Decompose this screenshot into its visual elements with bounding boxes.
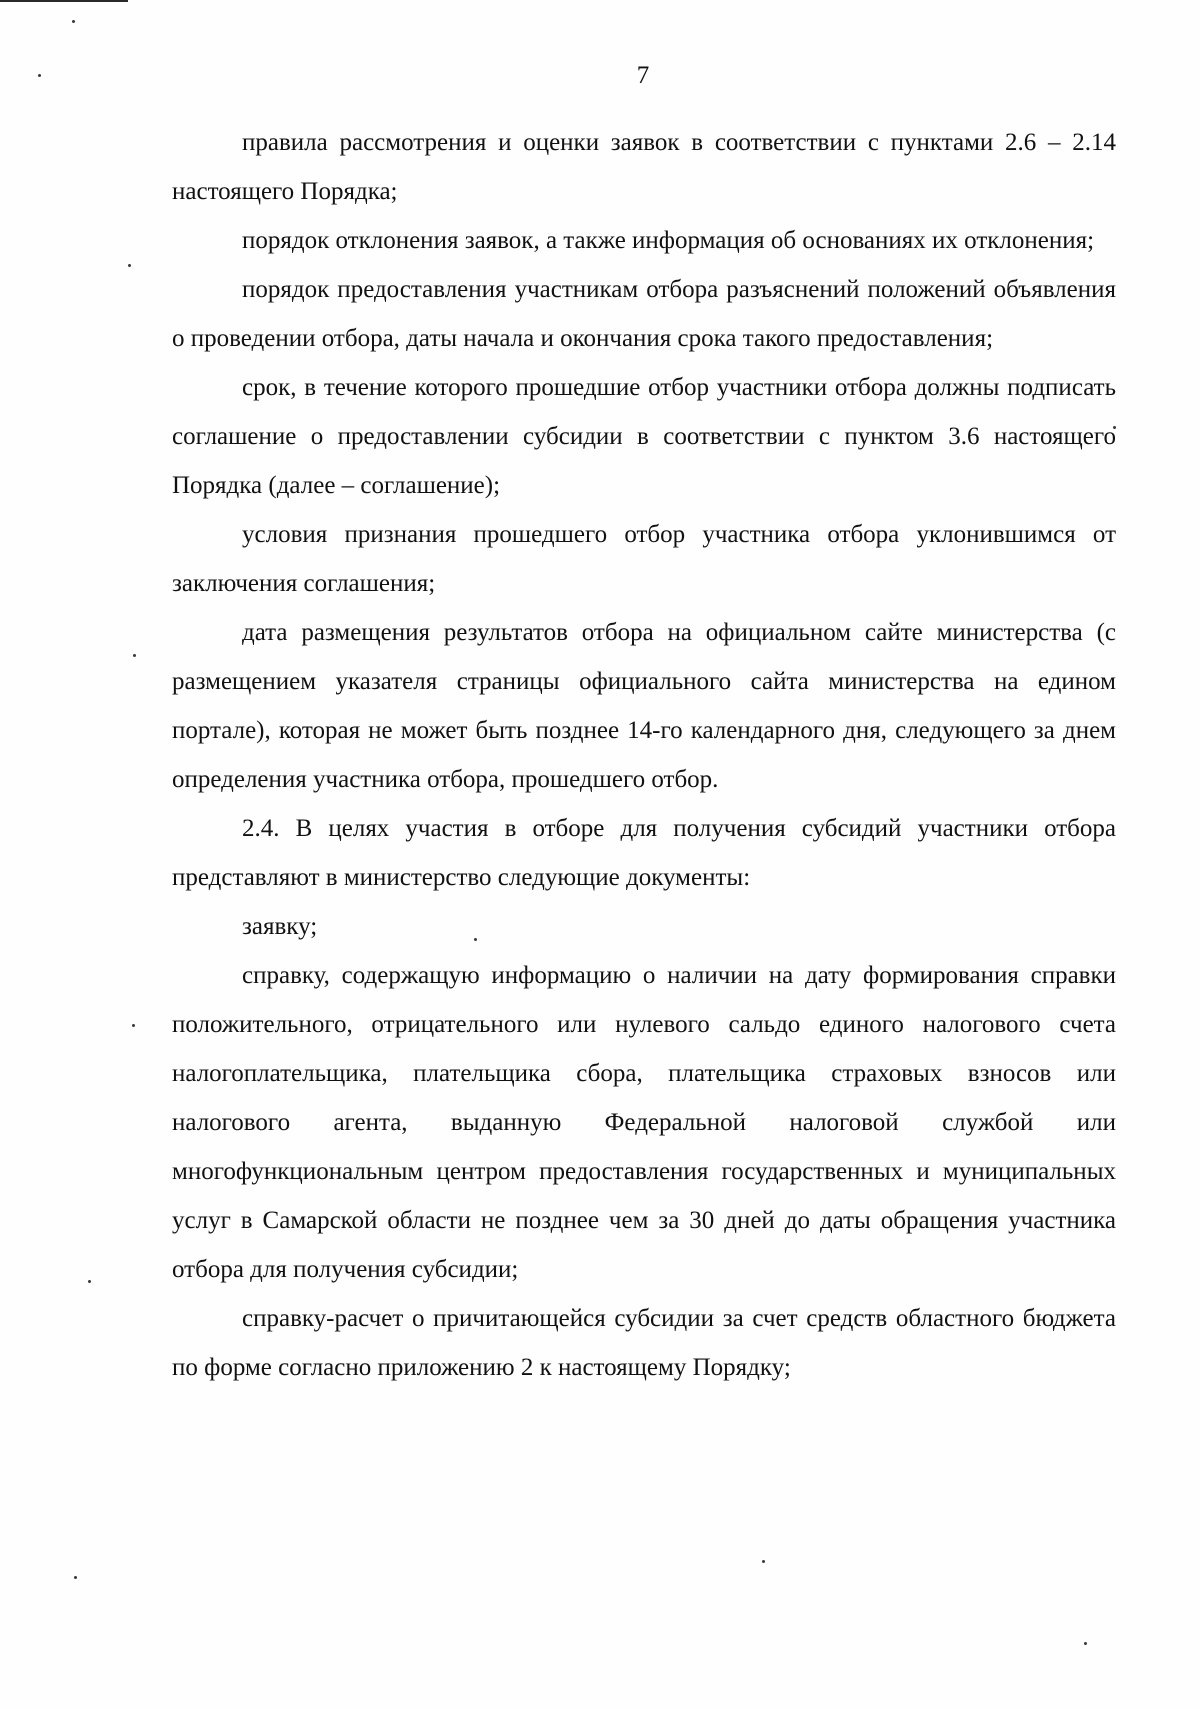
paragraph: порядок отклонения заявок, а также информация об основаниях их отклонения; <box>242 227 1095 254</box>
page-number: 7 <box>636 62 650 89</box>
paragraph: порядок предоставления участникам отбора разъяснений положений объявления о проведении отбора, даты начала и окончания срока такого предоставления; <box>172 276 1116 352</box>
scan-speck <box>88 1280 91 1283</box>
paragraph: срок, в течение которого прошедшие отбор участники отбора должны подписать соглашение о предоставлении субсидии в соответствии с пунктом 3.6 настоящего Порядка (далее – соглашение); <box>172 374 1116 499</box>
scan-speck <box>128 264 131 267</box>
paragraph: дата размещения результатов отбора на официальном сайте министерства (с размещением указателя страницы официального сайта министерства на едином портале), которая не может быть позднее 14-го календарного дня, следующего за днем определения участника отбора, прошедшего отбор. <box>172 619 1116 793</box>
paragraph: условия признания прошедшего отбор участника отбора уклонившимся от заключения соглашения; <box>172 521 1116 597</box>
scan-speck <box>72 20 75 23</box>
document-body <box>172 118 1116 1392</box>
scan-speck <box>74 1576 77 1579</box>
paragraph: справку, содержащую информацию о наличии на дату формирования справки положительного, отрицательного или нулевого сальдо единого налогового счета налогоплательщика, плательщика сбора, плательщика страховых взносов или налогового агента, выданную Федеральной налоговой службой или многофункциональным центром предоставления государственных и муниципальных услуг в Самарской области не позднее чем за 30 дней до даты обращения участника отбора для получения субсидии; <box>172 962 1116 1283</box>
scan-speck <box>1084 1642 1087 1645</box>
paragraph: заявку; <box>242 913 318 940</box>
paragraph: справку-расчет о причитающейся субсидии за счет средств областного бюджета по форме согласно приложению 2 к настоящему Порядку; <box>172 1305 1116 1381</box>
scan-speck <box>762 1560 765 1563</box>
paragraph: 2.4. В целях участия в отборе для получения субсидий участники отбора представляют в министерство следующие документы: <box>172 815 1116 891</box>
scan-speck <box>133 654 136 657</box>
paragraph: правила рассмотрения и оценки заявок в соответствии с пунктами 2.6 – 2.14 настоящего Порядка; <box>172 129 1116 205</box>
scan-edge-line <box>0 0 128 2</box>
scan-speck <box>132 1024 135 1027</box>
